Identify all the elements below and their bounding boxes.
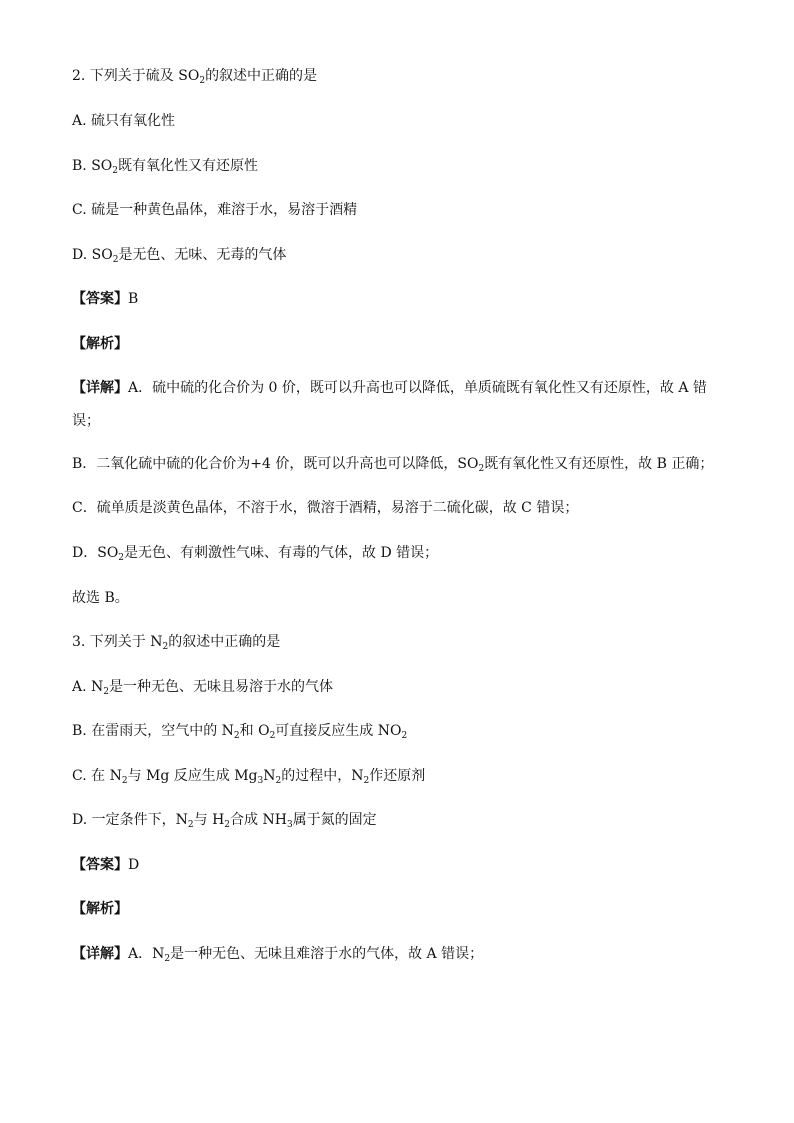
q2-option-a: A. 硫只有氧化性 [72,113,176,129]
q3-option-d-text-end: 属于氮的固定 [292,812,377,828]
q3-option-c-text-end: 作还原剂 [369,768,426,784]
detail-label: 【详解】 [72,380,128,396]
q3-option-c-text-mid3: 的过程中，N [281,768,364,784]
detail-d-text-end: 是无色、有刺激性气味、有毒的气体，故 D 错误； [124,545,439,561]
q2-analysis-label: 【解析】 [72,336,128,352]
subscript: 2 [103,687,109,697]
q3-analysis-label: 【解析】 [72,901,128,917]
subscript: 2 [118,553,125,563]
subscript: 2 [275,776,282,786]
q2-stem-text: 2. 下列关于硫及 SO [72,68,200,84]
detail-d-text: D．SO [72,545,119,561]
detail-a-text-end: 是一种无色、无味且难溶于水的气体，故 A 错误； [170,946,484,962]
q3-detail-a [72,944,483,964]
detail-b-text-end: 既有氧化性又有还原性，故 B 正确； [484,456,714,472]
q3-stem-text-end: 的叙述中正确的是 [168,634,281,650]
q3-option-b-text-mid2: 可直接反应生成 NO [275,723,402,739]
q2-detail-d [72,543,438,563]
q2-option-d-text-end: 是无色、无味、无毒的气体 [118,247,287,263]
detail-a-text: A．硫中硫的化合价为 0 价，既可以升高也可以降低，单质硫既有氧化性又有还原性，故 A 错 [128,380,707,396]
q3-answer [72,855,139,875]
q2-detail-c: C．硫单质是淡黄色晶体，不溶于水，微溶于酒精，易溶于二硫化碳，故 C 错误； [72,500,579,516]
subscript: 2 [233,731,240,741]
q3-option-b-text-mid: 和 O [239,723,270,739]
q3-option-b-text: B. 在雷雨天，空气中的 N [72,723,234,739]
subscript: 2 [199,76,206,86]
subscript: 2 [187,820,194,830]
q3-stem [72,632,280,652]
q3-option-c-text-mid: 与 Mg 反应生成 Mg [127,768,258,784]
q2-option-b-text: B. SO [72,158,113,174]
detail-label: 【详解】 [72,946,128,962]
subscript: 2 [224,820,231,830]
subscript: 2 [269,731,276,741]
q3-option-c [72,766,425,786]
q3-stem-text: 3. 下列关于 N [72,634,163,650]
q2-stem [72,66,317,86]
q2-conclusion: 故选 B。 [72,590,129,606]
q2-stem-text-end: 的叙述中正确的是 [205,68,318,84]
answer-label: 【答案】 [72,857,128,873]
subscript: 2 [401,731,408,741]
answer-label: 【答案】 [72,291,128,307]
q3-option-c-text: C. 在 N [72,768,122,784]
q3-option-d-text-mid: 与 H [193,812,225,828]
detail-a-text: A．N [128,946,165,962]
answer-value: D [128,857,140,873]
q2-option-d [72,245,286,265]
q2-detail-a-line1 [72,378,707,398]
subscript: 3 [286,820,293,830]
subscript: 2 [478,464,485,474]
q2-detail-a-line2: 误； [72,413,100,429]
detail-b-text: B．二氧化硫中硫的化合价为+4 价，既可以升高也可以降低，SO [72,456,479,472]
q3-option-c-text-mid2: N [263,768,276,784]
q2-option-b [72,156,258,176]
subscript: 2 [112,255,119,265]
q3-option-a-text: A. N [72,679,104,695]
subscript: 3 [257,776,264,786]
q3-option-a [72,677,333,697]
q3-option-d [72,810,377,830]
q3-option-d-text: D. 一定条件下，N [72,812,188,828]
q2-option-c: C. 硫是一种黄色晶体，难溶于水，易溶于酒精 [72,202,358,218]
answer-value: B [128,291,139,307]
subscript: 2 [112,166,118,176]
q2-option-b-text-end: 既有氧化性又有还原性 [118,158,258,174]
q3-option-b [72,721,407,741]
q2-detail-b [72,454,713,474]
subscript: 2 [164,954,171,964]
subscript: 2 [162,642,169,652]
q3-option-d-text-mid2: 合成 NH [230,812,287,828]
subscript: 2 [121,776,128,786]
q3-option-a-text-end: 是一种无色、无味且易溶于水的气体 [109,679,333,695]
q2-option-d-text: D. SO [72,247,113,263]
subscript: 2 [363,776,370,786]
q2-answer [72,289,138,309]
